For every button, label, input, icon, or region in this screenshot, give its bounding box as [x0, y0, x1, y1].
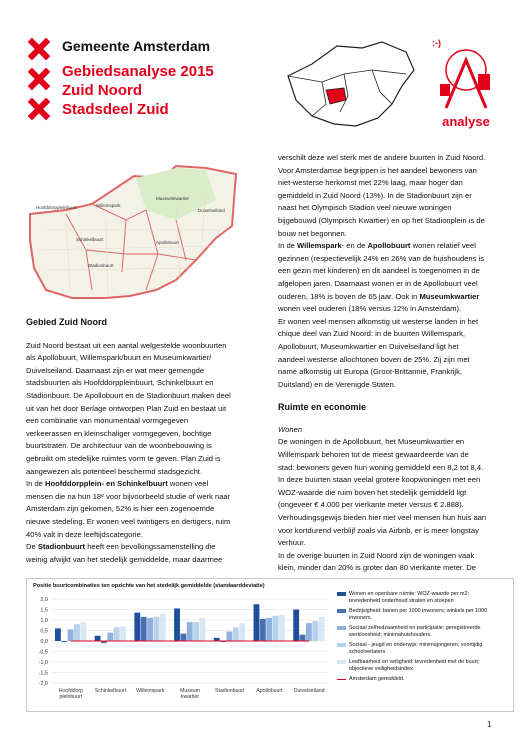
- logo-text: analyse: [442, 114, 490, 129]
- title-line-2: Zuid Noord: [62, 82, 142, 99]
- chart-legend-label: Leefbaarheid en veiligheid: tevredenheid met de buurt; objectieve veiligheidsindex.: [349, 659, 480, 672]
- city-cross-icon-3: [28, 98, 50, 120]
- right-paragraph-4: [278, 436, 510, 575]
- chart-bar: [233, 627, 239, 641]
- left-p2-line: nieuwe stedeling. Er wonen veel twintigers en dertigers, ruim: [26, 516, 231, 526]
- right-p2-line: ouderen, 18% is boven de 65 jaar. Ook in Museumkwartier: [278, 291, 480, 301]
- left-heading: Gebied Zuid Noord: [26, 317, 107, 327]
- right-subheading: Wonen: [278, 424, 303, 434]
- chart-bar: [319, 617, 325, 641]
- chart-bar: [153, 617, 159, 641]
- map-label-schinkelbuurt: Schinkelbuurt: [76, 237, 104, 242]
- chart-category-label: Hoofddorp: [58, 688, 83, 694]
- chart-legend-swatch: [337, 592, 346, 596]
- chart-ytick-label: 1,5: [40, 607, 48, 614]
- locator-map: [282, 34, 422, 134]
- logo-smiley: :-): [432, 38, 441, 48]
- left-line: een combinatie van monumentaal vormgegeven: [26, 416, 189, 426]
- left-line: als Apollobuurt, Willemspark/buurt en Museumkwartier/: [26, 353, 212, 363]
- chart-category-label: Willemspark: [136, 688, 165, 694]
- chart-ytick-label: -1,0: [38, 660, 48, 666]
- map-label-hoofddorppleinbuurt: Hoofddorppleinbuurt: [36, 205, 77, 210]
- right-heading: Ruimte en economie: [278, 402, 367, 413]
- chart-bar: [254, 604, 260, 641]
- right-p1-line: Voor Amsterdamse begrippen is het aandeel bewoners van: [278, 165, 477, 175]
- right-paragraph-1: [278, 152, 510, 240]
- right-p3-line: name afkomstig uit Europa (Groot-Brittannië, Frankrijk,: [278, 367, 463, 377]
- left-paragraph-3-lines: [26, 554, 266, 567]
- chart-bar: [61, 641, 67, 642]
- chart-bar: [300, 635, 306, 641]
- chart-bar: [120, 626, 126, 641]
- chart-legend-label: Bedrijvigheid: banen per 1000 inwoners; winkels per 1000 inwoners.: [349, 608, 488, 621]
- left-line: gebruikt om stedelijke ruimtes vorm te geven. Plan Zuid is: [26, 453, 221, 463]
- chart-category-label: pleinbuurt: [59, 694, 83, 700]
- right-column: [278, 152, 510, 575]
- right-p4-line: stad: bewoners geven hun woning gemiddeld een 8,2 tot 8,4.: [278, 462, 484, 472]
- left-paragraph-1: [26, 340, 266, 479]
- gemeente-name: Gemeente Amsterdam: [62, 38, 211, 54]
- right-p4-line: Willemspark behoren tot de meest gewaardeerde van de: [278, 450, 469, 460]
- right-p3-line: Er wonen veel mensen afkomstig uit westerse landen in het: [278, 316, 479, 326]
- chart-category-label: kwartier: [180, 694, 200, 700]
- right-p3-line: wonen veel ouderen (18% versus 12% in Amsterdam).: [278, 304, 462, 314]
- chart-bar: [160, 614, 166, 641]
- left-p3-line: weinig afwijkt van het stedelijk gemiddelde, maar daarmee: [26, 554, 223, 564]
- chart-title: Positie buurtcombinaties ten opzichte van het stedelijk gemiddelde (standaarddeviatie): [33, 583, 265, 589]
- right-p1-line: naast het Olympisch Stadion veel nieuwe woningen: [278, 203, 452, 213]
- chart-ytick-label: 0,0: [40, 639, 48, 645]
- chart-bar: [239, 623, 245, 641]
- city-cross-icon-2: [28, 68, 50, 90]
- chart-bar: [260, 619, 266, 641]
- chart-ytick-label: -2,0: [38, 681, 48, 687]
- right-p1-line: bijgebouwd (Olympisch Kwartier) en op het Stadionplein is de: [278, 215, 485, 225]
- left-line: Stadionbuurt. De Apollobuurt en de Stadionbuurt maken deel: [26, 390, 231, 400]
- chart-plot: [27, 579, 337, 711]
- right-p1-line: niet-westerse herkomst met 22% laag, maar hoger dan: [278, 178, 463, 188]
- right-p3-line: Duitsland) en de Verenigde Staten.: [278, 379, 396, 389]
- left-paragraph-2: In de Hoofddorpplein- en Schinkelbuurt wonen veel: [26, 479, 209, 489]
- chart-bar: [266, 618, 272, 641]
- left-line: uit van het door Berlage ontworpen Plan Zuid en bestaat uit: [26, 403, 227, 413]
- right-paragraph-2-start: In de Willemspark- en de Apollobuurt wonen relatief veel: [278, 241, 476, 251]
- chart-ytick-label: 1,0: [40, 618, 48, 624]
- chart-bar: [187, 622, 193, 641]
- chart-bar: [293, 610, 299, 642]
- right-p3-line: Apollobuurt, Museumkwartier en Duivelseiland ligt het: [278, 341, 459, 351]
- chart-ytick-label: -1,5: [38, 670, 48, 677]
- chart-bar: [174, 608, 180, 641]
- chart-bar: [180, 634, 186, 641]
- chart-legend-label: Sociaal - jeugd en onderwijs: minimajongeren; voortijdig schoolverlaters.: [349, 642, 483, 655]
- right-p4-line: In de overige buurten in Zuid Noord zijn de woningen vaak: [278, 550, 475, 560]
- right-paragraph-3: [278, 303, 510, 391]
- chart-category-label: Museum: [180, 688, 200, 694]
- chart-bar: [74, 624, 80, 641]
- chart-bar: [279, 615, 285, 641]
- right-p2-line: een gezin met kinderen) en dit aandeel is toegenomen in de: [278, 266, 480, 276]
- chart-bar: [147, 618, 153, 641]
- right-p3-line: chique deel van Zuid Noord: in de buurten Willemspark,: [278, 329, 465, 339]
- right-p1-line: verschilt deze wel sterk met de andere buurten in Zuid Noord.: [278, 153, 486, 162]
- page-number: 1: [487, 720, 492, 729]
- right-p4-line: (ongeveer € 4.000 per vierkante meter versus € 2.888).: [278, 500, 464, 510]
- chart-bar: [312, 621, 318, 641]
- chart-legend-label: Sociaal zelfredzaamheid en participatie: geregistreerde werkloosheid; minimahuishouders.: [349, 625, 481, 638]
- chart-bar: [55, 628, 61, 641]
- district-map: [26, 160, 266, 308]
- chart-category-label: Schinkelbuurt: [94, 688, 127, 694]
- left-line: Duivelseiland. Daarnaast zijn er wat meer gemengde: [26, 365, 205, 375]
- right-p4-line: De woningen in de Apollobuurt, het Museumkwartier en: [278, 437, 465, 447]
- chart-legend-swatch: [337, 679, 346, 680]
- chart-bar: [193, 622, 199, 641]
- right-p1-line: gemiddeld in Zuid Noord (13%). In de Stadionbuurt zijn er: [278, 190, 472, 200]
- chart-legend-swatch: [337, 609, 346, 613]
- right-p4-line: Verhoudingsgewijs bieden hier niet veel mensen hun huis aan: [278, 513, 487, 523]
- map-label-stadionbuurt: Stadionbuurt: [88, 263, 114, 268]
- chart-legend-swatch: [337, 626, 346, 630]
- map-label-apollobuurt: Apollobuurt: [156, 240, 179, 245]
- chart-bar: [200, 618, 206, 641]
- right-p3-line: aandeel westerse allochtonen boven de 25%. Zij zijn met: [278, 354, 470, 364]
- chart-category-label: Duivelseiland: [293, 688, 325, 694]
- right-p2-line: gezinnen (respectievelijk 24% en 26% van de huishoudens is: [278, 253, 485, 263]
- city-cross-icon-1: [28, 38, 50, 60]
- chart-bar: [114, 627, 120, 641]
- chart-bar: [306, 623, 312, 641]
- right-p1-line: bouw net begonnen.: [278, 228, 347, 238]
- left-line: buurtstraten. De architectuur van de woonbebouwing is: [26, 441, 212, 451]
- left-paragraph-3: De Stadionbuurt heeft een bevolkingssamenstelling die: [26, 542, 216, 552]
- chart-ytick-label: -0,5: [38, 649, 48, 656]
- chart-ytick-label: 0,5: [40, 628, 48, 635]
- chart-legend: [337, 591, 509, 701]
- left-p2-line: 40% valt in deze leeftijdscategorie.: [26, 529, 143, 539]
- title-line-3: Stadsdeel Zuid: [62, 101, 169, 118]
- chart-bar: [227, 632, 233, 641]
- analyse-logo: [426, 30, 506, 130]
- chart-legend-label: Wonen en openbare ruimte: WOZ-waarde per m2; tevredenheid onderhoud straten en stoepen: [349, 591, 470, 604]
- chart-bar: [95, 636, 101, 641]
- chart-bar: [141, 617, 147, 641]
- right-paragraph-2: [278, 253, 510, 303]
- left-column: [26, 316, 266, 566]
- map-label-duivelseiland: Duivelseiland: [198, 208, 225, 213]
- chart-bar: [107, 633, 113, 641]
- left-line: stadsbuurten als Hoofddorppleinbuurt, Schinkelbuurt en: [26, 378, 214, 388]
- right-p4-line: WOZ-waarde die ruim boven het stedelijk gemiddeld ligt: [278, 487, 467, 497]
- right-p2-line: afgelopen jaren. Daarnaast wonen er in de Apollobuurt veel: [278, 278, 478, 288]
- chart-legend-label: Amsterdam gemiddeld.: [349, 676, 405, 682]
- title-line-1: Gebiedsanalyse 2015: [62, 63, 214, 80]
- right-p4-line: voor kortdurend verblijf zoals via Airbnb, er is meer longstay: [278, 525, 479, 535]
- chart-category-label: Apollobuurt: [256, 688, 283, 694]
- chart-bar: [273, 616, 279, 641]
- left-line: Zuid Noord bestaat uit een aantal welgestelde woonbuurten: [26, 340, 227, 350]
- chart-category-label: Stadionbuurt: [215, 688, 245, 694]
- right-p4-line: In deze buurten staan veelal grotere koopwoningen met een: [278, 475, 481, 485]
- chart-legend-swatch: [337, 643, 346, 647]
- chart-legend-swatch: [337, 660, 346, 664]
- left-p2-line: Amsterdam zijn gekomen, 52% is hier een zogenoemde: [26, 504, 215, 514]
- left-paragraph-2-lines: [26, 491, 266, 541]
- map-label-willemspark: Willemspark: [96, 203, 121, 208]
- chart-ytick-label: 2,0: [40, 597, 48, 603]
- right-p4-line: verhuur.: [278, 538, 306, 548]
- right-bold-museumkwartier: Museumkwartier: [419, 291, 480, 301]
- map-label-museumkwartier: Museumkwartier: [156, 196, 190, 201]
- left-line: aangewezen als potentieel beschermd stadsgezicht.: [26, 466, 203, 476]
- chart-bar: [80, 622, 86, 641]
- left-p2-line: mensen die na hun 18ᵉ voor bijvoorbeeld studie of werk naar: [26, 491, 231, 501]
- left-line: verkeerassen en kleinschaliger vormgegeven, bochtige: [26, 428, 212, 438]
- right-p4-line: klein, minder dan 20% is groter dan 80 vierkante meter. De: [278, 563, 476, 573]
- chart-bar: [68, 629, 74, 641]
- chart-bar: [134, 613, 140, 641]
- chart-frame: [26, 578, 514, 712]
